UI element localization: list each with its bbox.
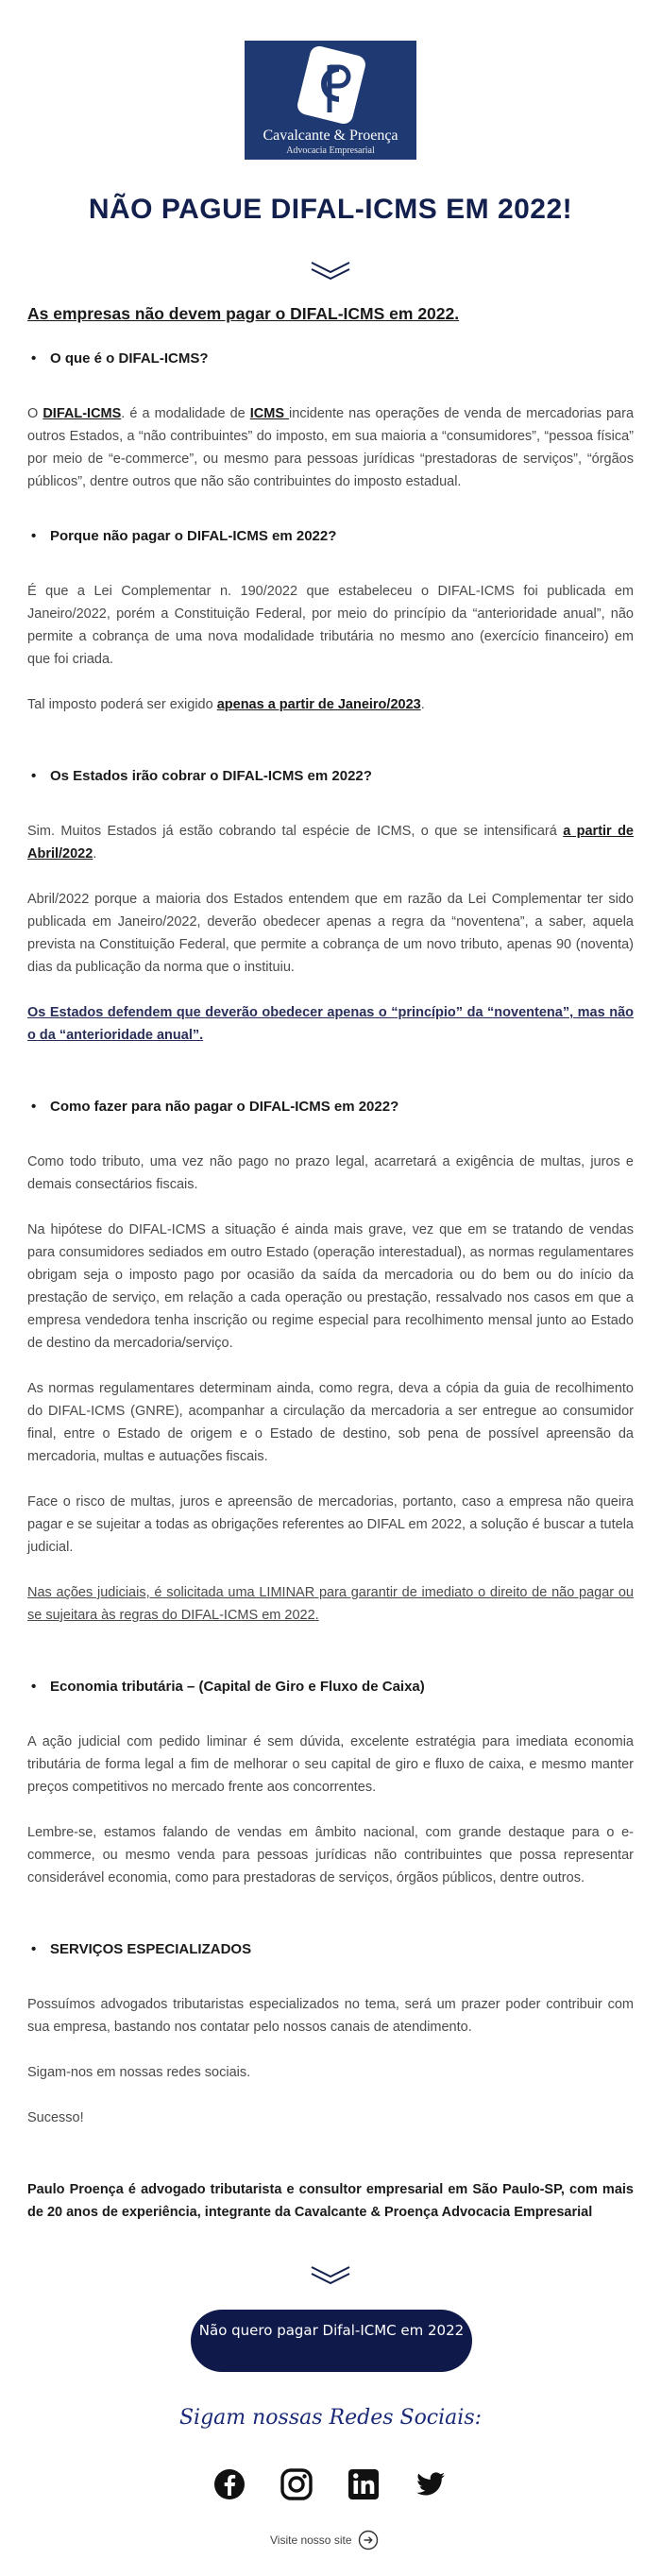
underlined-paragraph: Nas ações judiciais, é solicitada uma LIMINAR para garantir de imediato o direito de não pagar ou se sujeitara às regras do DIFAL-ICMS em 2022.	[27, 1585, 634, 1623]
bullet-icon: •	[31, 768, 37, 784]
paragraph: Possuímos advogados tributaristas especializados no tema, será um prazer poder contribuir com sua empresa, bastando nos contatar pelo nossos canais de atendimento.	[27, 1997, 634, 2035]
instagram-icon[interactable]	[280, 2467, 314, 2501]
bullet-icon: •	[31, 350, 37, 367]
article-body	[27, 302, 634, 2224]
icms-link[interactable]: ICMS	[249, 406, 290, 421]
cta-button[interactable]: Não quero pagar Difal-ICMC em 2022	[191, 2310, 472, 2372]
lead-heading: As empresas não devem pagar o DIFAL-ICMS em 2022.	[27, 304, 460, 323]
emphasis-text: a partir de Abril/2022	[27, 824, 634, 862]
section-heading	[27, 525, 634, 548]
bullet-icon: •	[31, 528, 37, 544]
social-title: Sigam nossas Redes Sociais:	[178, 2406, 483, 2430]
chevron-down-icon	[310, 2263, 351, 2286]
section-heading-text: Porque não pagar o DIFAL-ICMS em 2022?	[50, 528, 337, 544]
section-heading-text: O que é o DIFAL-ICMS?	[50, 350, 209, 367]
chevron-down-icon	[310, 259, 351, 281]
paragraph: Sim. Muitos Estados já estão cobrando tal espécie de ICMS, o que se intensificará a partir de Abril/2022.	[27, 824, 634, 862]
section-heading	[27, 1938, 634, 1961]
paragraph: Sucesso!	[27, 2110, 84, 2125]
facebook-icon[interactable]	[212, 2467, 246, 2501]
brand-logo[interactable]	[245, 41, 416, 160]
paragraph: Lembre-se, estamos falando de vendas em âmbito nacional, com grande destaque para o e-commerce, ou mesmo venda para pessoas jurídicas não contribuintes que possa representar considerável economia, como para prestadoras de serviços, órgãos públicos, dentre outros.	[27, 1825, 634, 1885]
arrow-right-circle-icon	[358, 2530, 379, 2550]
section-heading	[27, 1676, 634, 1698]
paragraph: Face o risco de multas, juros e apreensão de mercadorias, portanto, caso a empresa não queira pagar e se sujeitar a todas as obrigações referentes ao DIFAL em 2022, a solução é buscar a tutela judicial.	[27, 1494, 634, 1555]
section-heading-text: Os Estados irão cobrar o DIFAL-ICMS em 2022?	[50, 768, 372, 784]
paragraph: A ação judicial com pedido liminar é sem dúvida, excelente estratégia para imediata economia tributária de forma legal a fim de melhorar o seu capital de giro e fluxo de caixa, e mesmo manter preços competitivos no mercado frente aos concorrentes.	[27, 1734, 634, 1795]
bullet-icon: •	[31, 1099, 37, 1115]
paragraph: Sigam-nos em nossas redes sociais.	[27, 2065, 251, 2080]
twitter-icon[interactable]	[414, 2467, 448, 2501]
emphasis-text: apenas a partir de Janeiro/2023	[216, 697, 421, 712]
visit-site-label: Visite nosso site	[270, 2533, 352, 2547]
bullet-icon: •	[31, 1941, 37, 1957]
section-heading	[27, 765, 634, 788]
paragraph: Tal imposto poderá ser exigido apenas a partir de Janeiro/2023.	[27, 697, 425, 712]
paragraph: Como todo tributo, uma vez não pago no prazo legal, acarretará a exigência de multas, juros e demais consectários fiscais.	[27, 1154, 634, 1192]
page-title: NÃO PAGUE DIFAL-ICMS EM 2022!	[88, 194, 573, 225]
brand-name: Cavalcante & Proença	[263, 128, 398, 144]
paragraph: Na hipótese do DIFAL-ICMS a situação é ainda mais grave, vez que em se tratando de vendas para consumidores sediados em outro Estado (operação interestadual), as normas regulamentares obrigam seja o imposto pago por ocasião da saída da mercadoria ou do bem ou do início da prestação de serviço, em relação a cada operação ou prestação, ressalvado nos casos em que a empresa vendedora tenha inscrição ou regime especial para recolhimento mensal junto ao Estado de destino da mercadoria/serviço.	[27, 1222, 634, 1351]
brand-subtitle: Advocacia Empresarial	[286, 145, 375, 156]
emphasis-paragraph: Os Estados defendem que deverão obedecer apenas o “princípio” da “noventena”, mas não o da “anterioridade anual”.	[27, 1005, 634, 1043]
paragraph: Abril/2022 porque a maioria dos Estados entendem que em razão da Lei Complementar ter sido publicada em Janeiro/2022, deverão obedecer apenas a regra da “noventena”, a saber, aquela prevista na Constituição Federal, que permite a cobrança de um novo tributo, apenas 90 (noventa) dias da publicação da norma que o instituiu.	[27, 892, 634, 975]
linkedin-icon[interactable]	[347, 2467, 381, 2501]
author-bio: Paulo Proença é advogado tributarista e consultor empresarial em São Paulo-SP, com mais de 20 anos de experiência, integrante da Cavalcante & Proença Advocacia Empresarial	[27, 2182, 634, 2220]
section-heading-text: Como fazer para não pagar o DIFAL-ICMS em 2022?	[50, 1099, 399, 1115]
difal-link[interactable]: DIFAL-ICMS	[42, 406, 122, 421]
paragraph: As normas regulamentares determinam ainda, como regra, deva a cópia da guia de recolhimento do DIFAL-ICMS (GNRE), acompanhar a circulação da mercadoria a ser entregue ao consumidor final, entre o Estado de origem e o Estado de destino, sob pena de possível apreensão da mercadoria, multas e autuações fiscais.	[27, 1381, 634, 1464]
paragraph: É que a Lei Complementar n. 190/2022 que estabeleceu o DIFAL-ICMS foi publicada em Janeiro/2022, porém a Constituição Federal, por meio do princípio da “anterioridade anual”, não permite a cobrança de uma nova modalidade tributária no mesmo ano (exercício financeiro) em que foi criada.	[27, 584, 634, 667]
section-heading-text: SERVIÇOS ESPECIALIZADOS	[50, 1941, 252, 1957]
section-heading-text: Economia tributária – (Capital de Giro e Fluxo de Caixa)	[50, 1679, 425, 1695]
section-heading	[27, 348, 634, 370]
paragraph: O DIFAL-ICMS. é a modalidade de ICMS incidente nas operações de venda de mercadorias para outros Estados, a “não contribuintes” do imposto, em sua maioria a “consumidores”, “pessoa física” por meio de “e-commerce”, ou mesmo para pessoas jurídicas “prestadoras de serviços”, “órgãos públicos”, dentre outros que não são contribuintes do imposto estadual.	[27, 406, 635, 489]
bullet-icon: •	[31, 1679, 37, 1695]
section-heading	[27, 1096, 634, 1118]
cp-monogram-icon	[284, 46, 379, 124]
visit-site-link[interactable]	[270, 2530, 379, 2550]
